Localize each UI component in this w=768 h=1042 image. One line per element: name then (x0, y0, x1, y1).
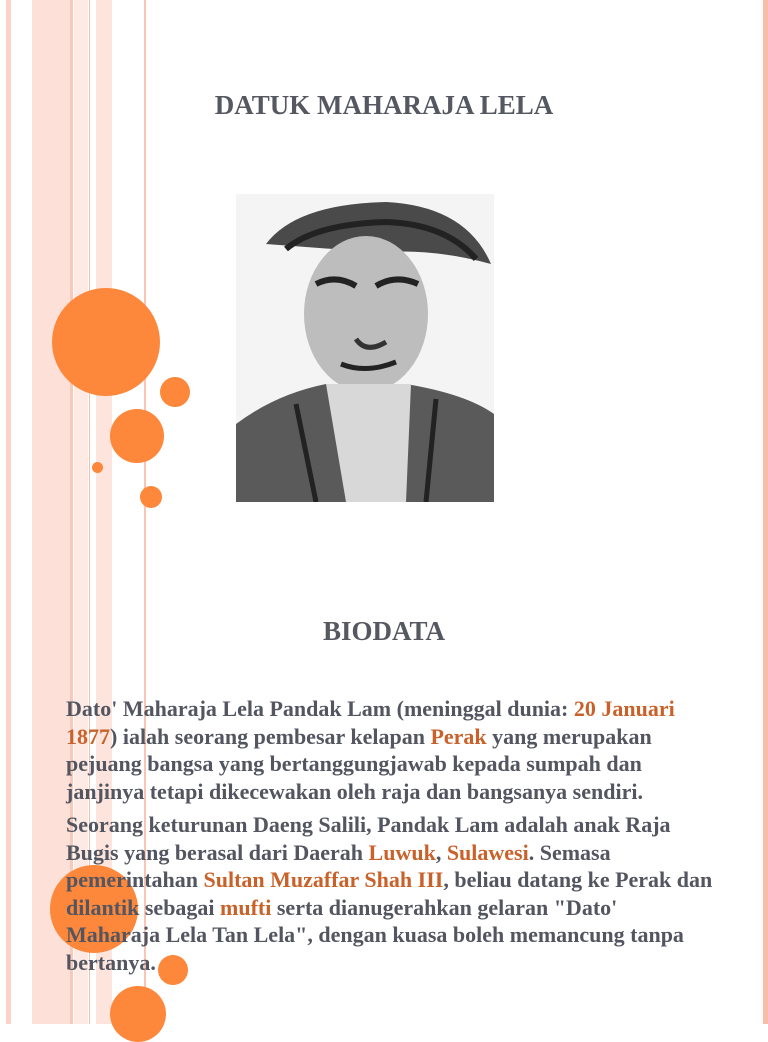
decorative-circle-small-2 (140, 486, 162, 508)
paragraph-1 (66, 695, 716, 805)
text: , beliau datang ke Perak dan dilantik sebagai (66, 867, 713, 920)
slide-2 (0, 512, 768, 1024)
paragraph-2 (66, 811, 716, 976)
section-heading: BIODATA (322, 616, 445, 646)
link-luwuk[interactable]: Luwuk (368, 839, 436, 865)
link-sulawesi[interactable]: Sulawesi (446, 839, 529, 865)
slide-1 (0, 0, 768, 512)
text: ) ialah seorang pembesar kelapan (110, 723, 431, 749)
text: Seorang keturunan Daeng Salili, Pandak Lam adalah anak Raja Bugis yang berasal dari Daerah (66, 812, 671, 865)
link-sultan[interactable]: Sultan Muzaffar Shah III (203, 867, 444, 892)
decorative-circle-tiny (92, 462, 103, 473)
decorative-circle-medium (110, 409, 164, 463)
text: Dato' Maharaja Lela Pandak Lam (meninggal dunia: (66, 696, 574, 721)
text: serta dianugerahkan gelaran "Dato' Maharaja Lela Tan Lela", dengan kuasa boleh memancung tanpa bertanya. (66, 894, 684, 975)
decorative-circle-large (52, 288, 160, 396)
link-mufti[interactable]: mufti (220, 894, 272, 920)
text: , (435, 839, 447, 865)
portrait-sketch-icon (236, 194, 494, 502)
biodata-text (66, 695, 716, 982)
link-date[interactable]: 20 Januari 1877 (66, 696, 675, 749)
link-perak[interactable]: Perak (430, 723, 487, 749)
decorative-circle-medium-2 (110, 986, 166, 1042)
text: yang merupakan pejuang bangsa yang bertanggungjawab kepada sumpah dan janjinya tetapi dikecewakan oleh raja dan bangsanya sendiri. (66, 723, 652, 804)
slide-title: DATUK MAHARAJA LELA (214, 90, 554, 120)
decorative-circle-small (160, 377, 190, 407)
text: . Semasa pemerintahan (66, 839, 611, 892)
portrait-image (236, 194, 494, 502)
